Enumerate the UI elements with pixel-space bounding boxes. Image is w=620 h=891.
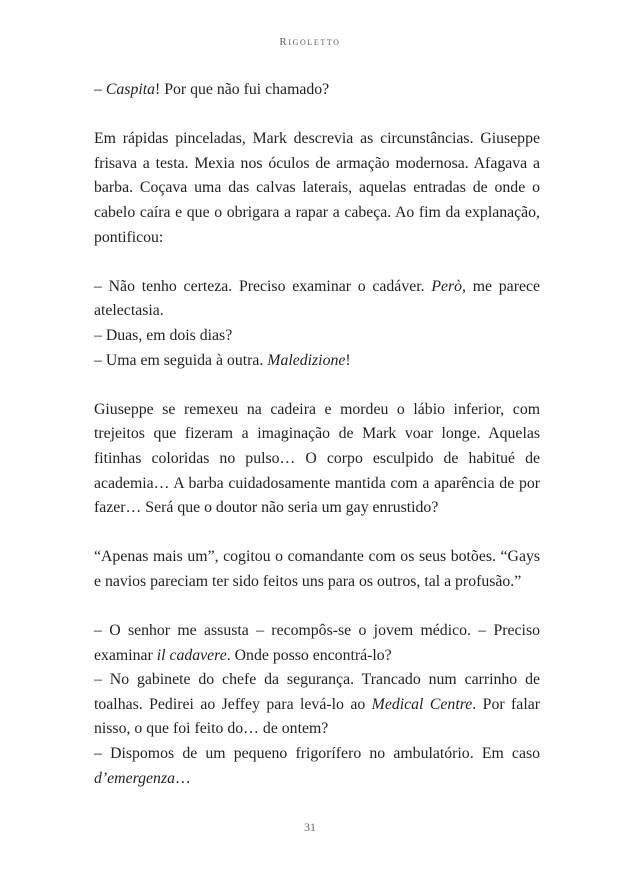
text-segment: – O senhor me assusta – recompôs-se o jovem médico. – Preciso examinar (94, 622, 540, 664)
italic-text: d’emergenza (94, 769, 176, 787)
narrative-paragraph (94, 398, 540, 521)
italic-text: Medical Centre (371, 695, 473, 713)
text-segment: ! (345, 351, 351, 369)
italic-text: Maledizione (267, 351, 346, 369)
text-segment: ! Por que não fui chamado? (155, 81, 330, 98)
text-segment: – Uma em seguida à outra. (94, 351, 268, 369)
dialogue-line (94, 324, 540, 349)
text-segment: . Onde posso encontrá-lo? (226, 646, 392, 664)
dialogue-line (94, 619, 540, 668)
body-text (94, 78, 540, 791)
text-segment: – Duas, em dois dias? (94, 326, 233, 344)
text-segment: – (94, 81, 106, 98)
dialogue-line (94, 742, 540, 791)
text-segment: … (175, 769, 191, 787)
dialogue-line (94, 349, 540, 374)
text-segment: Giuseppe se remexeu na cadeira e mordeu o lábio inferior, com trejeitos que fizeram a imaginação de Mark voar longe. Aquelas fitinhas coloridas no pulso… O corpo esculpido de habitué de academia… A barba cuidadosamente mantida com a aparência de por fazer… Será que o doutor não seria um gay enrustido? (94, 400, 540, 517)
italic-text: il cadavere (156, 646, 227, 664)
dialogue-line (94, 275, 540, 324)
text-segment: – Dispomos de um pequeno frigorífero no ambulatório. Em caso (94, 745, 540, 763)
paragraph-gap (94, 521, 540, 546)
paragraph-gap (94, 594, 540, 619)
paragraph-gap (94, 250, 540, 275)
narrative-paragraph (94, 545, 540, 594)
italic-text: Caspita (105, 81, 156, 98)
text-segment: – No gabinete do chefe da segurança. Trancado num carrinho de toalhas. Pedirei ao Jeffey para levá-lo ao (94, 671, 540, 713)
dialogue-line (94, 78, 540, 103)
narrative-paragraph (94, 127, 540, 250)
text-segment: Em rápidas pinceladas, Mark descrevia as circunstâncias. Giuseppe frisava a testa. Mexia nos óculos de armação modernosa. Afagava a barba. Coçava uma das calvas laterais, aquelas entradas de onde o cabelo caíra e que o obrigara a rapar a cabeça. Ao fim da explanação, pontificou: (94, 130, 540, 246)
dialogue-line (94, 668, 540, 742)
text-segment: , me parece atelectasia. (94, 277, 540, 320)
paragraph-gap (94, 373, 540, 398)
text-segment: – Não tenho certeza. Preciso examinar o cadáver. (94, 277, 432, 295)
text-segment: “Apenas mais um”, cogitou o comandante com os seus botões. “Gays e navios pareciam ter sido feitos uns para os outros, tal a profusão.” (94, 548, 540, 590)
text-segment: . Por falar nisso, o que foi feito do… de ontem? (94, 695, 540, 738)
paragraph-gap (94, 103, 540, 128)
italic-text: Però (431, 277, 463, 295)
page-number: 31 (304, 820, 316, 834)
running-head: Rigoletto (279, 36, 341, 48)
